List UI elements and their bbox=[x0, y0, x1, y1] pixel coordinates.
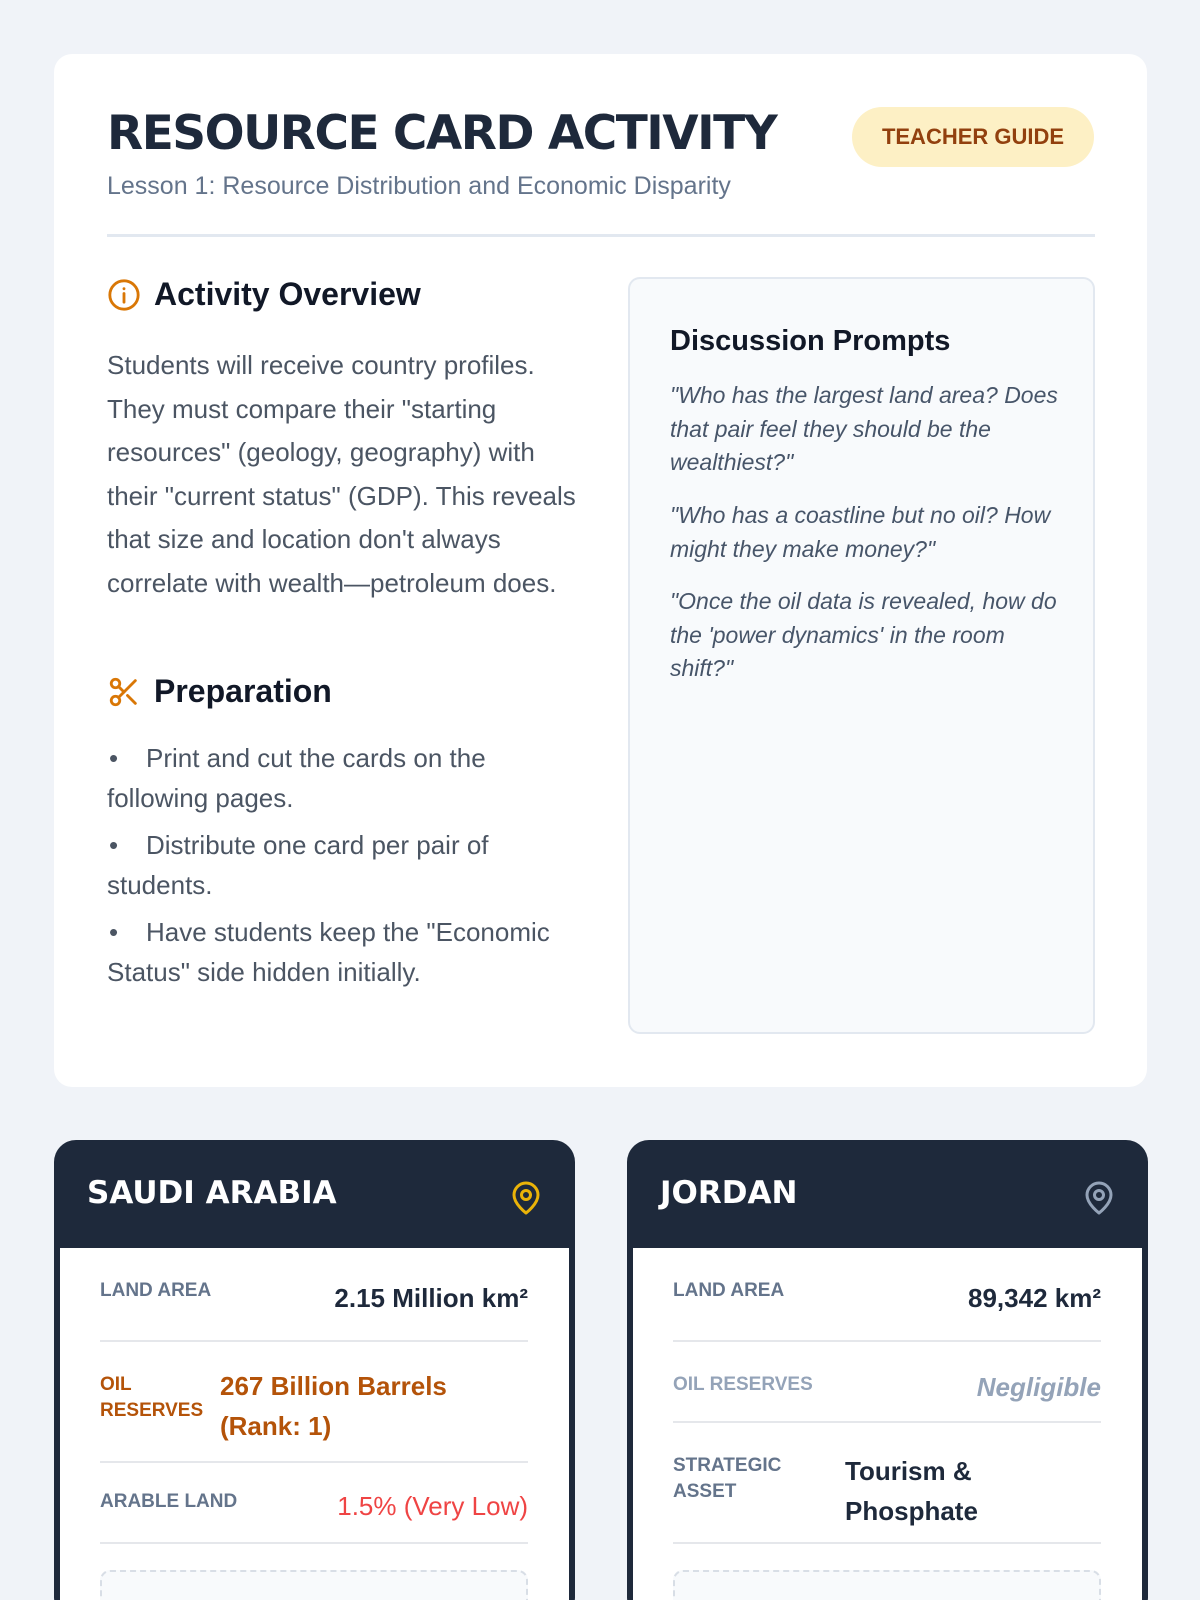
land-area-value: 2.15 Million km² bbox=[334, 1283, 528, 1313]
land-area-row bbox=[673, 1248, 1101, 1342]
country-card-saudi-arabia bbox=[54, 1140, 575, 1600]
discussion-heading: Discussion Prompts bbox=[670, 325, 951, 357]
arable-land-row bbox=[100, 1463, 528, 1544]
oil-reserves-row bbox=[100, 1342, 528, 1463]
header-divider bbox=[107, 234, 1095, 237]
info-icon bbox=[107, 278, 141, 312]
discussion-prompt: "Who has the largest land area? Does that pair feel they should be the wealthiest?" bbox=[670, 382, 1058, 475]
card-body bbox=[633, 1248, 1142, 1600]
oil-reserves-value: Negligible bbox=[976, 1372, 1101, 1402]
arable-land-value: 1.5% (Very Low) bbox=[337, 1491, 528, 1521]
oil-reserves-label: OIL RESERVES bbox=[673, 1374, 813, 1395]
country-card-jordan bbox=[627, 1140, 1148, 1600]
oil-reserves-label: OIL RESERVES bbox=[100, 1374, 204, 1421]
overview-text: Students will receive country profiles. They must compare their "starting resources" (geology, geography) with their "current status" (GDP). This reveals that size and location don't always correlate with wealth—petroleum does. bbox=[107, 350, 576, 598]
land-area-value: 89,342 km² bbox=[968, 1283, 1101, 1313]
preparation-list bbox=[107, 738, 567, 999]
teacher-guide-panel bbox=[54, 54, 1147, 1087]
map-pin-icon bbox=[1081, 1178, 1117, 1218]
discussion-prompt: "Who has a coastline but no oil? How might they make money?" bbox=[670, 502, 1051, 562]
teacher-guide-badge: TEACHER GUIDE bbox=[852, 107, 1094, 167]
discussion-prompt: "Once the oil data is revealed, how do the 'power dynamics' in the room shift?" bbox=[670, 588, 1057, 681]
land-area-row bbox=[100, 1248, 528, 1342]
list-item: • Have students keep the "Economic Status" side hidden initially. bbox=[107, 912, 567, 992]
list-item: • Distribute one card per pair of students. bbox=[107, 825, 567, 905]
card-header bbox=[627, 1140, 1148, 1248]
economic-status-reveal[interactable] bbox=[100, 1570, 528, 1600]
land-area-label: LAND AREA bbox=[673, 1280, 785, 1301]
preparation-heading: Preparation bbox=[154, 673, 332, 709]
card-body bbox=[60, 1248, 569, 1600]
overview-header bbox=[107, 276, 421, 313]
overview-heading: Activity Overview bbox=[154, 276, 421, 312]
oil-reserves-row bbox=[673, 1342, 1101, 1423]
discussion-prompts-box bbox=[628, 277, 1095, 1034]
strategic-asset-row bbox=[673, 1423, 1101, 1544]
country-name: SAUDI ARABIA bbox=[87, 1175, 337, 1211]
preparation-header bbox=[107, 673, 332, 710]
lesson-subtitle: Lesson 1: Resource Distribution and Economic Disparity bbox=[107, 172, 731, 200]
page-title: RESOURCE CARD ACTIVITY bbox=[107, 106, 777, 161]
list-item: • Print and cut the cards on the following pages. bbox=[107, 738, 567, 818]
strategic-asset-label: STRATEGIC ASSET bbox=[673, 1455, 782, 1502]
arable-land-label: ARABLE LAND bbox=[100, 1491, 238, 1512]
land-area-label: LAND AREA bbox=[100, 1280, 212, 1301]
country-name: JORDAN bbox=[660, 1175, 798, 1211]
strategic-asset-value: Tourism & Phosphate bbox=[845, 1456, 978, 1526]
scissors-icon bbox=[107, 675, 141, 709]
map-pin-icon bbox=[508, 1178, 544, 1218]
economic-status-reveal[interactable] bbox=[673, 1570, 1101, 1600]
card-header bbox=[54, 1140, 575, 1248]
oil-reserves-value: 267 Billion Barrels (Rank: 1) bbox=[220, 1371, 447, 1441]
